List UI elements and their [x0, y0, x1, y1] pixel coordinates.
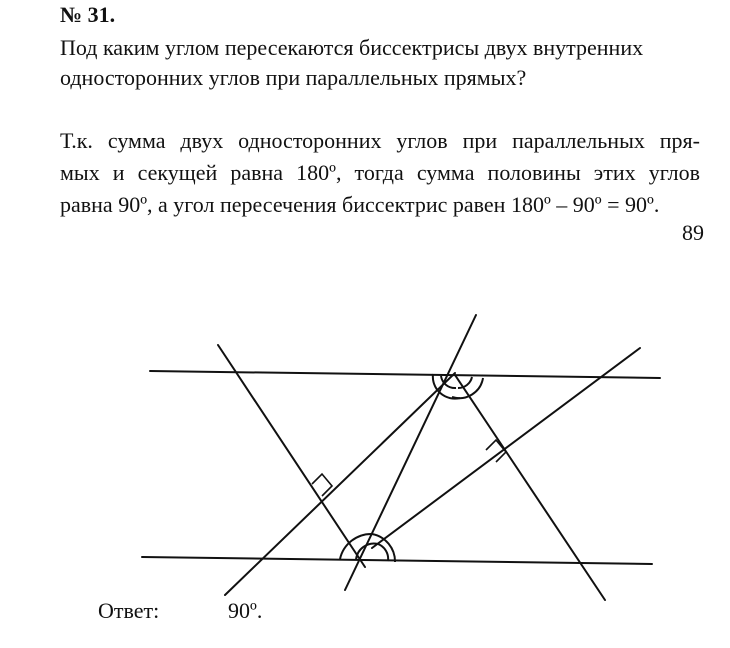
bisector-left: [218, 345, 365, 567]
parallel-line-top: [150, 371, 660, 378]
secant-line: [345, 315, 476, 590]
page-number: 89: [682, 220, 704, 245]
bisector-right: [455, 375, 605, 600]
problem-question: Под каким углом пересекаются биссектрисы двух внутренних односторонних углов при параллельных прямых?: [60, 35, 644, 90]
parallel-line-bottom: [142, 557, 652, 564]
angle-arc-bottom-inner-right: [378, 544, 388, 561]
answer-label: Ответ:: [98, 598, 160, 623]
angle-arc-top-inner: [441, 376, 456, 388]
solution-line: мых и секущей равна 180º, тогда сумма половины этих углов: [60, 160, 700, 185]
solution-line: равна 90º, а угол пересечения биссектрис равен 180º – 90º = 90º.: [60, 192, 660, 217]
solution-line: Т.к. сумма двух односторонних углов при параллельных пря-: [60, 128, 700, 153]
answer-value: 90º.: [228, 598, 263, 623]
problem-number: № 31.: [60, 2, 116, 27]
